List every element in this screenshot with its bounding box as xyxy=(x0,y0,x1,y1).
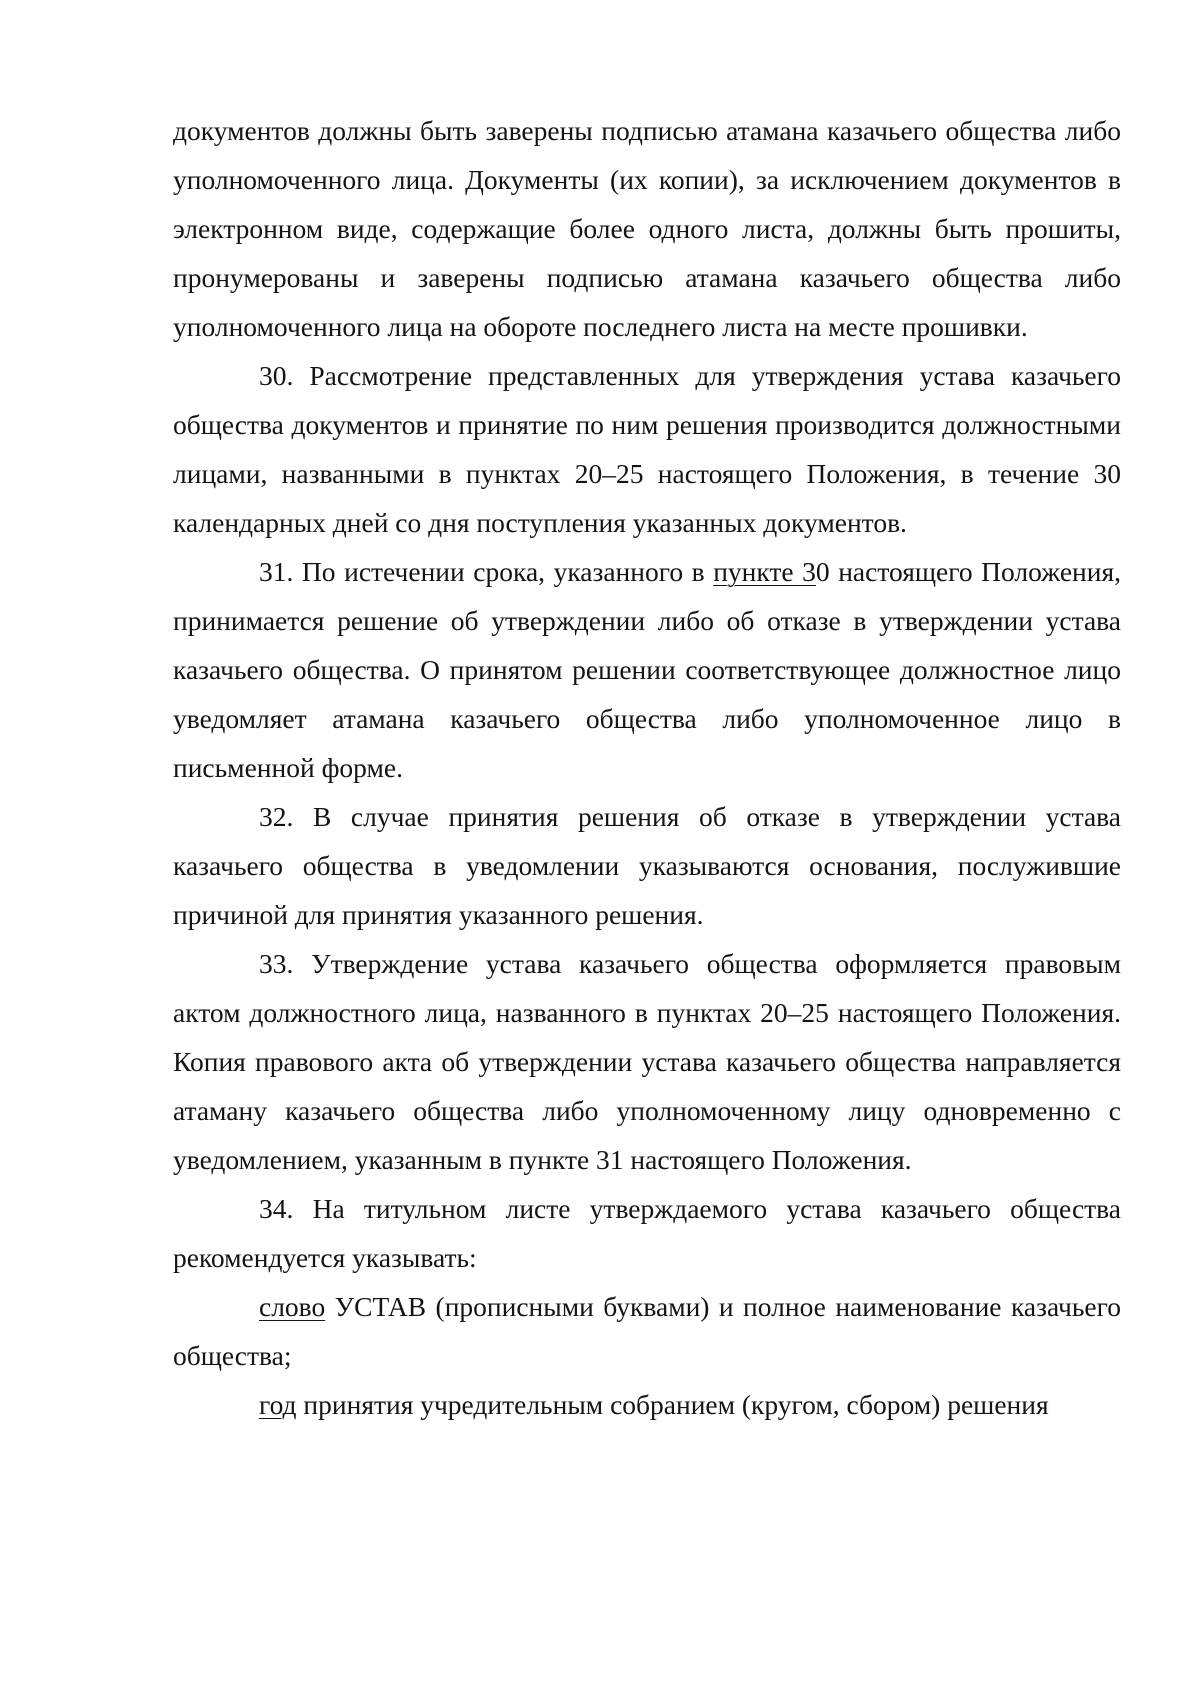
paragraph-34: 34. На титульном листе утверждаемого устава казачьего общества рекомендуется указывать: xyxy=(173,1193,1121,1273)
paragraph-god-text: принятия учредительным собранием (кругом, сбором) решения xyxy=(296,1389,1049,1420)
paragraph-31 xyxy=(173,547,1121,792)
link-punkt-30[interactable]: пункте 3 xyxy=(713,556,816,587)
paragraph-33: 33. Утверждение устава казачьего общества оформляется правовым актом должностного лица, названного в пунктах 20–25 настоящего Положения. Копия правового акта об утверждении устава казачьего общества направляется атаману казачьего общества либо уполномоченному лицу одновременно с уведомлением, указанным в пункте 31 настоящего Положения. xyxy=(173,948,1121,1175)
paragraph-god xyxy=(173,1380,1121,1429)
paragraph-31-text-before: 31. По истечении срока, указанного в xyxy=(259,556,714,587)
paragraph-32: 32. В случае принятия решения об отказе в утверждении устава казачьего общества в уведомлении указываются основания, послужившие причиной для принятия указанного решения. xyxy=(173,801,1121,930)
link-god[interactable]: год xyxy=(259,1389,297,1420)
paragraph-slovo-text: УСТАВ (прописными буквами) и полное наименование казачьего общества; xyxy=(173,1291,1121,1371)
link-slovo[interactable]: слово xyxy=(259,1291,326,1322)
paragraph-30: 30. Рассмотрение представленных для утверждения устава казачьего общества документов и принятие по ним решения производится должностными лицами, названными в пунктах 20–25 настоящего Положения, в течение 30 календарных дней со дня поступления указанных документов. xyxy=(173,360,1121,538)
paragraph-slovo xyxy=(173,1282,1121,1380)
paragraph-31-text-after: 0 настоящего Положения, принимается решение об утверждении либо об отказе в утверждении устава казачьего общества. О принятом решении соответствующее должностное лицо уведомляет атамана казачьего общества либо уполномоченное лицо в письменной форме. xyxy=(173,556,1121,783)
document-body xyxy=(173,106,1121,1429)
paragraph-continuation: документов должны быть заверены подписью атамана казачьего общества либо уполномоченного лица. Документы (их копии), за исключением документов в электронном виде, содержащие более одного листа, должны быть прошиты, пронумерованы и заверены подписью атамана казачьего общества либо уполномоченного лица на обороте последнего листа на месте прошивки. xyxy=(173,115,1121,342)
